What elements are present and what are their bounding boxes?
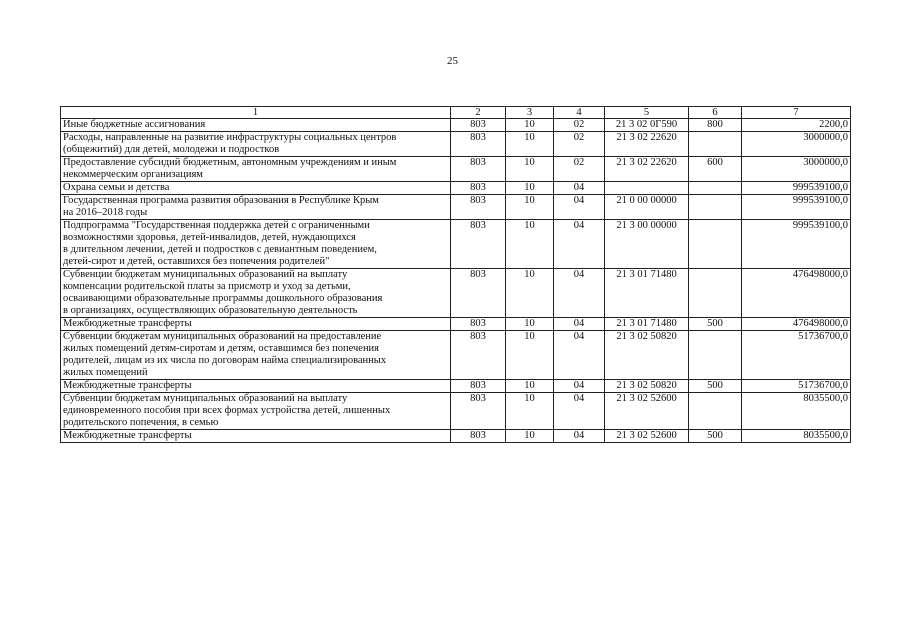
cell-ministry: 803 <box>451 430 506 443</box>
cell-section: 10 <box>506 220 554 269</box>
cell-subsection: 02 <box>554 119 605 132</box>
column-header: 3 <box>506 107 554 119</box>
cell-ministry: 803 <box>451 269 506 318</box>
cell-amount: 3000000,0 <box>742 132 851 157</box>
cell-amount: 999539100,0 <box>742 182 851 195</box>
cell-target: 21 3 00 00000 <box>605 220 689 269</box>
cell-target: 21 3 02 22620 <box>605 132 689 157</box>
table-row <box>61 318 851 331</box>
cell-subsection: 04 <box>554 331 605 380</box>
cell-section: 10 <box>506 331 554 380</box>
cell-expense-type <box>689 331 742 380</box>
row-name: Подпрограмма "Государственная поддержка детей с ограниченными возможностями здоровья, детей-инвалидов, детей, нуждающихся в длительном лечении, детей и подростков с девиантным поведением, детей-сирот и детей, оставшихся без попечения родителей" <box>61 220 451 269</box>
cell-subsection: 04 <box>554 269 605 318</box>
cell-ministry: 803 <box>451 331 506 380</box>
cell-amount: 476498000,0 <box>742 269 851 318</box>
cell-section: 10 <box>506 182 554 195</box>
row-name: Субвенции бюджетам муниципальных образований на выплату компенсации родительской платы за присмотр и уход за детьми, осваивающими образовательные программы дошкольного образования в организациях, осуществляющих образовательную деятельность <box>61 269 451 318</box>
row-name: Государственная программа развития образования в Республике Крым на 2016–2018 годы <box>61 195 451 220</box>
cell-target: 21 3 02 52600 <box>605 430 689 443</box>
row-name: Субвенции бюджетам муниципальных образований на предоставление жилых помещений детям-сиротам и детям, оставшимся без попечения родителей, лицам из их числа по договорам найма специализированных жилых помещений <box>61 331 451 380</box>
cell-expense-type <box>689 269 742 318</box>
cell-amount: 999539100,0 <box>742 195 851 220</box>
table-row <box>61 182 851 195</box>
cell-ministry: 803 <box>451 182 506 195</box>
row-name: Межбюджетные трансферты <box>61 318 451 331</box>
row-name: Расходы, направленные на развитие инфраструктуры социальных центров (общежитий) для детей, молодежи и подростков <box>61 132 451 157</box>
budget-table <box>60 106 851 443</box>
cell-amount: 999539100,0 <box>742 220 851 269</box>
cell-amount: 51736700,0 <box>742 331 851 380</box>
cell-amount: 8035500,0 <box>742 430 851 443</box>
cell-expense-type <box>689 132 742 157</box>
cell-expense-type: 500 <box>689 430 742 443</box>
cell-ministry: 803 <box>451 195 506 220</box>
cell-expense-type: 800 <box>689 119 742 132</box>
cell-subsection: 04 <box>554 195 605 220</box>
cell-target: 21 3 02 0Г590 <box>605 119 689 132</box>
row-name: Охрана семьи и детства <box>61 182 451 195</box>
table-row <box>61 157 851 182</box>
cell-section: 10 <box>506 119 554 132</box>
cell-subsection: 04 <box>554 182 605 195</box>
cell-section: 10 <box>506 380 554 393</box>
column-header: 2 <box>451 107 506 119</box>
cell-amount: 8035500,0 <box>742 393 851 430</box>
cell-target: 21 3 01 71480 <box>605 318 689 331</box>
cell-ministry: 803 <box>451 220 506 269</box>
cell-subsection: 04 <box>554 430 605 443</box>
cell-subsection: 04 <box>554 393 605 430</box>
column-header: 6 <box>689 107 742 119</box>
table-row <box>61 119 851 132</box>
cell-expense-type: 500 <box>689 318 742 331</box>
cell-target: 21 3 01 71480 <box>605 269 689 318</box>
cell-amount: 51736700,0 <box>742 380 851 393</box>
cell-subsection: 04 <box>554 220 605 269</box>
cell-expense-type <box>689 182 742 195</box>
cell-subsection: 02 <box>554 157 605 182</box>
cell-ministry: 803 <box>451 157 506 182</box>
table-row <box>61 393 851 430</box>
cell-target: 21 0 00 00000 <box>605 195 689 220</box>
table-row <box>61 132 851 157</box>
page-number: 25 <box>447 55 458 67</box>
table-header-row <box>61 107 851 119</box>
table-row <box>61 380 851 393</box>
cell-ministry: 803 <box>451 119 506 132</box>
row-name: Субвенции бюджетам муниципальных образований на выплату единовременного пособия при всех формах устройства детей, лишенных родительского попечения, в семью <box>61 393 451 430</box>
row-name: Межбюджетные трансферты <box>61 380 451 393</box>
cell-target: 21 3 02 22620 <box>605 157 689 182</box>
cell-expense-type: 500 <box>689 380 742 393</box>
cell-expense-type <box>689 393 742 430</box>
cell-section: 10 <box>506 195 554 220</box>
table-row <box>61 430 851 443</box>
table-row <box>61 331 851 380</box>
row-name: Иные бюджетные ассигнования <box>61 119 451 132</box>
cell-subsection: 04 <box>554 318 605 331</box>
cell-subsection: 02 <box>554 132 605 157</box>
column-header: 5 <box>605 107 689 119</box>
cell-ministry: 803 <box>451 132 506 157</box>
column-header: 4 <box>554 107 605 119</box>
cell-target: 21 3 02 50820 <box>605 331 689 380</box>
cell-section: 10 <box>506 132 554 157</box>
table-row <box>61 220 851 269</box>
cell-section: 10 <box>506 430 554 443</box>
cell-amount: 476498000,0 <box>742 318 851 331</box>
cell-ministry: 803 <box>451 318 506 331</box>
column-header: 1 <box>61 107 451 119</box>
cell-section: 10 <box>506 157 554 182</box>
cell-subsection: 04 <box>554 380 605 393</box>
cell-target <box>605 182 689 195</box>
column-header: 7 <box>742 107 851 119</box>
cell-section: 10 <box>506 269 554 318</box>
cell-amount: 3000000,0 <box>742 157 851 182</box>
cell-section: 10 <box>506 393 554 430</box>
cell-expense-type: 600 <box>689 157 742 182</box>
cell-expense-type <box>689 195 742 220</box>
cell-section: 10 <box>506 318 554 331</box>
cell-amount: 2200,0 <box>742 119 851 132</box>
row-name: Предоставление субсидий бюджетным, автономным учреждениям и иным некоммерческим организациям <box>61 157 451 182</box>
cell-expense-type <box>689 220 742 269</box>
table-row <box>61 269 851 318</box>
row-name: Межбюджетные трансферты <box>61 430 451 443</box>
cell-target: 21 3 02 50820 <box>605 380 689 393</box>
table-row <box>61 195 851 220</box>
cell-ministry: 803 <box>451 393 506 430</box>
cell-ministry: 803 <box>451 380 506 393</box>
cell-target: 21 3 02 52600 <box>605 393 689 430</box>
